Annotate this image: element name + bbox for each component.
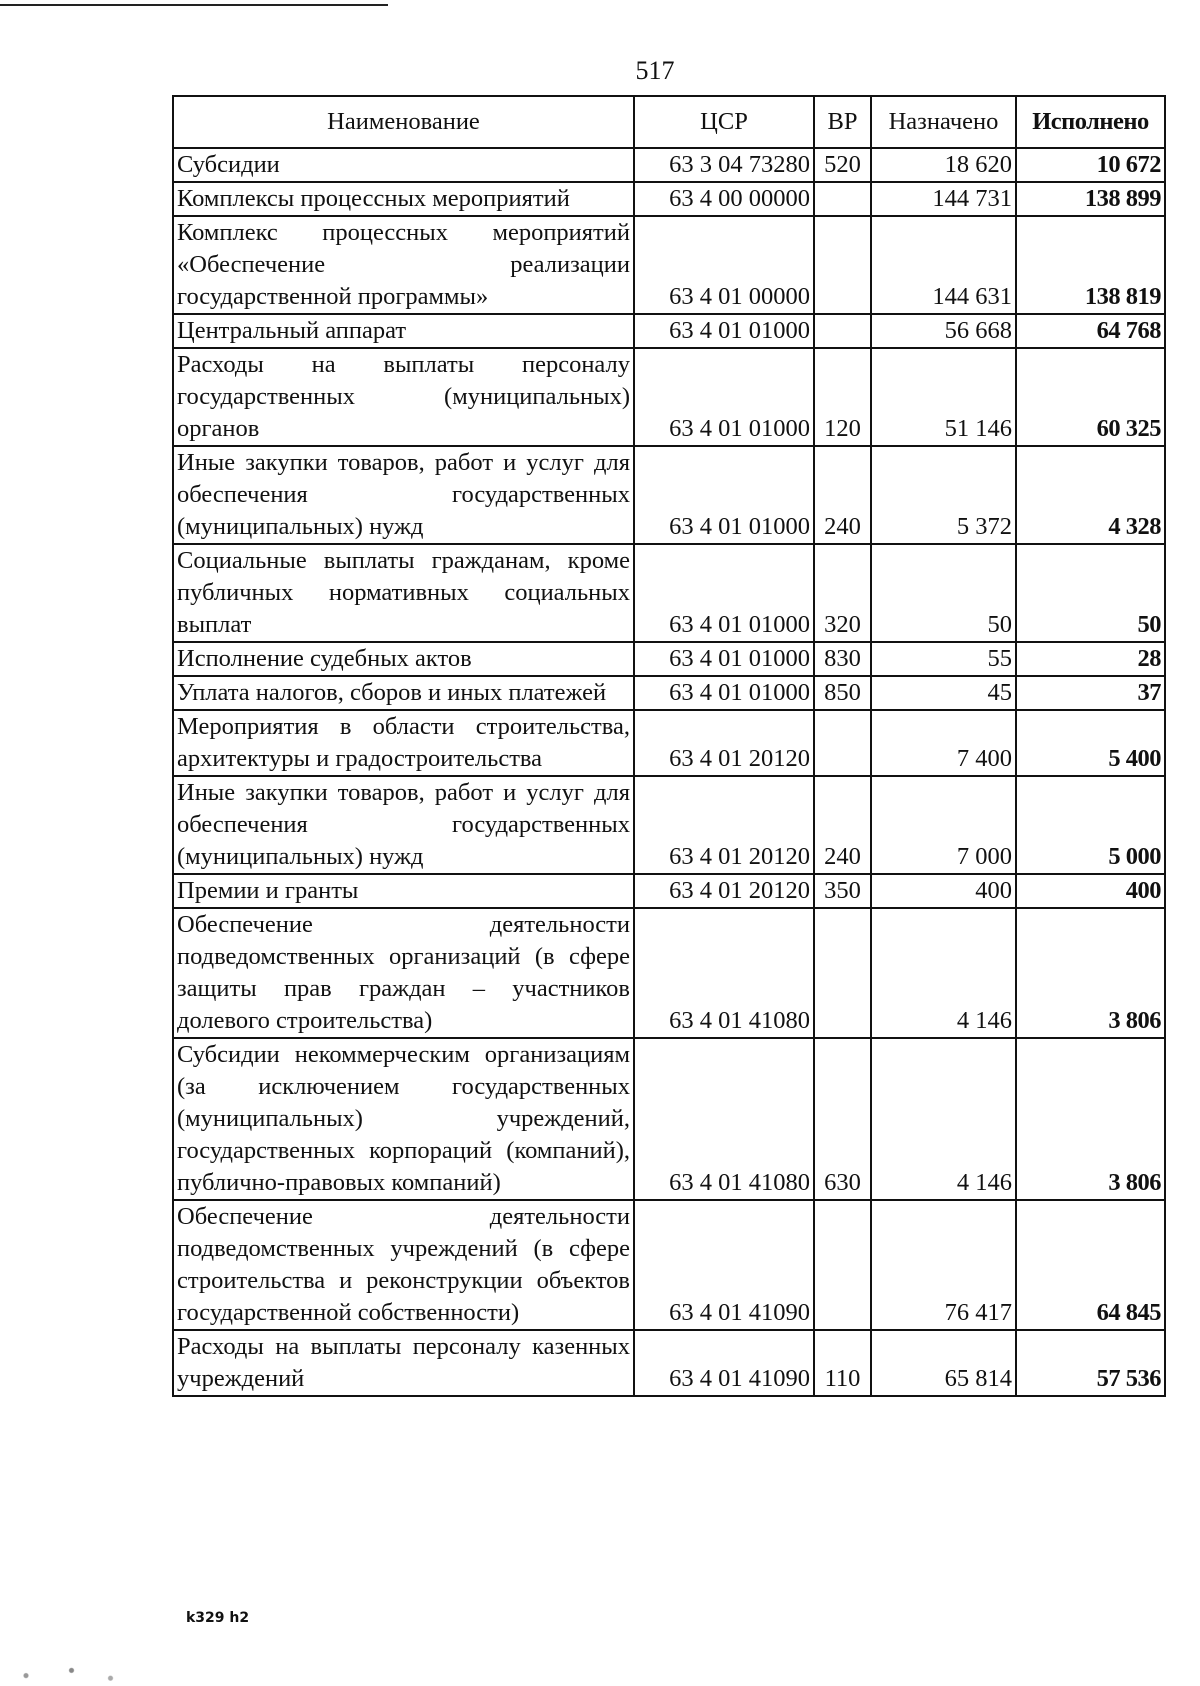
row-vr: 240 — [814, 776, 871, 874]
row-done: 4 328 — [1016, 446, 1165, 544]
header-name: Наименование — [173, 96, 634, 148]
table-row — [173, 1200, 1165, 1330]
row-done: 5 000 — [1016, 776, 1165, 874]
row-csr: 63 4 01 41080 — [634, 908, 814, 1038]
row-vr: 630 — [814, 1038, 871, 1200]
row-done: 28 — [1016, 642, 1165, 676]
row-csr: 63 4 01 41080 — [634, 1038, 814, 1200]
header-csr: ЦСР — [634, 96, 814, 148]
row-csr: 63 4 01 20120 — [634, 776, 814, 874]
row-name: Расходы на выплаты персоналу государственных (муниципальных) органов — [173, 348, 634, 446]
row-vr — [814, 908, 871, 1038]
table-row — [173, 710, 1165, 776]
row-csr: 63 4 01 41090 — [634, 1330, 814, 1396]
row-vr — [814, 182, 871, 216]
table-row — [173, 314, 1165, 348]
row-plan: 400 — [871, 874, 1016, 908]
page-number: 517 — [635, 56, 675, 85]
table-row — [173, 148, 1165, 182]
row-csr: 63 4 01 41090 — [634, 1200, 814, 1330]
row-csr: 63 4 00 00000 — [634, 182, 814, 216]
row-done: 10 672 — [1016, 148, 1165, 182]
row-plan: 7 000 — [871, 776, 1016, 874]
table-row — [173, 676, 1165, 710]
row-name: Иные закупки товаров, работ и услуг для обеспечения государственных (муниципальных) нужд — [173, 446, 634, 544]
row-plan: 56 668 — [871, 314, 1016, 348]
row-name: Центральный аппарат — [173, 314, 634, 348]
row-plan: 55 — [871, 642, 1016, 676]
table-row — [173, 642, 1165, 676]
row-csr: 63 4 01 01000 — [634, 676, 814, 710]
scan-noise — [0, 1660, 130, 1686]
row-done: 138 819 — [1016, 216, 1165, 314]
row-vr: 120 — [814, 348, 871, 446]
row-csr: 63 3 04 73280 — [634, 148, 814, 182]
row-name: Иные закупки товаров, работ и услуг для обеспечения государственных (муниципальных) нужд — [173, 776, 634, 874]
budget-table — [172, 95, 1166, 1397]
row-csr: 63 4 01 20120 — [634, 710, 814, 776]
row-name: Премии и гранты — [173, 874, 634, 908]
top-rule — [0, 4, 388, 6]
row-plan: 65 814 — [871, 1330, 1016, 1396]
row-name: Комплексы процессных мероприятий — [173, 182, 634, 216]
row-name: Обеспечение деятельности подведомственных организаций (в сфере защиты прав граждан – участников долевого строительства) — [173, 908, 634, 1038]
row-done: 60 325 — [1016, 348, 1165, 446]
row-name: Комплекс процессных мероприятий «Обеспечение реализации государственной программы» — [173, 216, 634, 314]
row-done: 138 899 — [1016, 182, 1165, 216]
row-csr: 63 4 01 01000 — [634, 348, 814, 446]
row-name: Исполнение судебных актов — [173, 642, 634, 676]
row-done: 50 — [1016, 544, 1165, 642]
table-row — [173, 874, 1165, 908]
table-row — [173, 216, 1165, 314]
row-done: 37 — [1016, 676, 1165, 710]
row-done: 3 806 — [1016, 908, 1165, 1038]
row-vr: 350 — [814, 874, 871, 908]
row-done: 3 806 — [1016, 1038, 1165, 1200]
row-csr: 63 4 01 01000 — [634, 642, 814, 676]
row-csr: 63 4 01 20120 — [634, 874, 814, 908]
row-name: Обеспечение деятельности подведомственных учреждений (в сфере строительства и реконструкции объектов государственной собственности) — [173, 1200, 634, 1330]
row-vr — [814, 314, 871, 348]
row-vr — [814, 1200, 871, 1330]
row-name: Социальные выплаты гражданам, кроме публичных нормативных социальных выплат — [173, 544, 634, 642]
row-done: 5 400 — [1016, 710, 1165, 776]
row-done: 57 536 — [1016, 1330, 1165, 1396]
table-row — [173, 908, 1165, 1038]
table-row — [173, 182, 1165, 216]
row-plan: 50 — [871, 544, 1016, 642]
table-row — [173, 446, 1165, 544]
row-plan: 7 400 — [871, 710, 1016, 776]
row-vr: 240 — [814, 446, 871, 544]
row-done: 64 845 — [1016, 1200, 1165, 1330]
row-vr: 520 — [814, 148, 871, 182]
row-name: Субсидии некоммерческим организациям (за исключением государственных (муниципальных) учреждений, государственных корпораций (компаний), публично-правовых компаний) — [173, 1038, 634, 1200]
row-plan: 76 417 — [871, 1200, 1016, 1330]
row-plan: 144 731 — [871, 182, 1016, 216]
row-plan: 144 631 — [871, 216, 1016, 314]
footer-mark: k329 h2 — [186, 1610, 250, 1626]
row-vr — [814, 216, 871, 314]
row-plan: 4 146 — [871, 908, 1016, 1038]
table-header-row — [173, 96, 1165, 148]
header-plan: Назначено — [871, 96, 1016, 148]
header-vr: ВР — [814, 96, 871, 148]
row-csr: 63 4 01 00000 — [634, 216, 814, 314]
table-row — [173, 348, 1165, 446]
row-vr — [814, 710, 871, 776]
row-done: 400 — [1016, 874, 1165, 908]
row-vr: 850 — [814, 676, 871, 710]
row-plan: 5 372 — [871, 446, 1016, 544]
row-csr: 63 4 01 01000 — [634, 314, 814, 348]
row-csr: 63 4 01 01000 — [634, 446, 814, 544]
row-vr: 320 — [814, 544, 871, 642]
row-plan: 18 620 — [871, 148, 1016, 182]
row-done: 64 768 — [1016, 314, 1165, 348]
row-name: Расходы на выплаты персоналу казенных учреждений — [173, 1330, 634, 1396]
row-plan: 51 146 — [871, 348, 1016, 446]
row-vr: 110 — [814, 1330, 871, 1396]
row-name: Мероприятия в области строительства, архитектуры и градостроительства — [173, 710, 634, 776]
row-name: Субсидии — [173, 148, 634, 182]
row-plan: 4 146 — [871, 1038, 1016, 1200]
row-plan: 45 — [871, 676, 1016, 710]
table-row — [173, 776, 1165, 874]
table-row — [173, 544, 1165, 642]
row-name: Уплата налогов, сборов и иных платежей — [173, 676, 634, 710]
table-body — [173, 148, 1165, 1396]
header-done: Исполнено — [1016, 96, 1165, 148]
row-vr: 830 — [814, 642, 871, 676]
table-row — [173, 1038, 1165, 1200]
row-csr: 63 4 01 01000 — [634, 544, 814, 642]
table-row — [173, 1330, 1165, 1396]
